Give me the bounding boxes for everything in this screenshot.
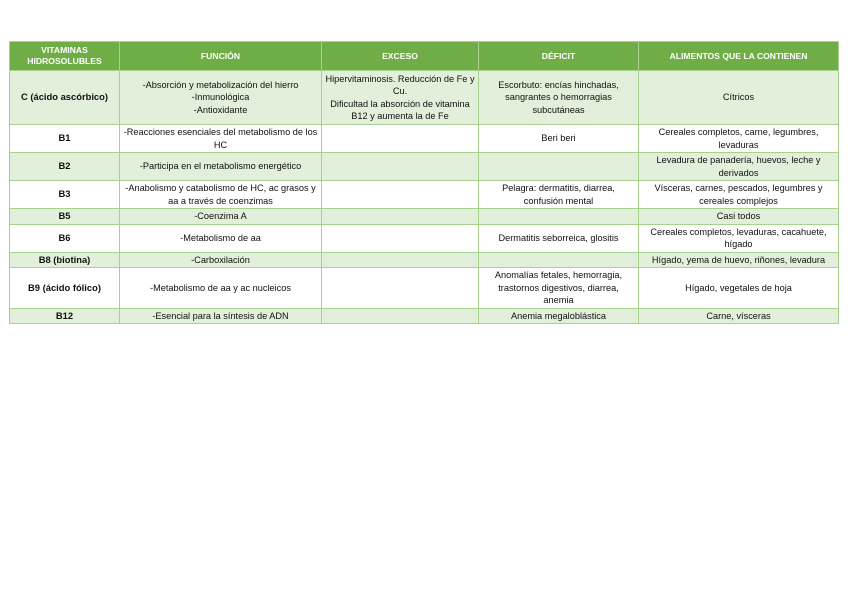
cell-alimentos: Cereales completos, carne, legumbres, levaduras <box>639 125 839 153</box>
table-row <box>10 268 839 309</box>
header-deficit: DÉFICIT <box>479 42 639 71</box>
cell-exceso <box>322 268 479 309</box>
cell-funcion: -Reacciones esenciales del metabolismo de los HC <box>120 125 322 153</box>
cell-alimentos: Hígado, yema de huevo, riñones, levadura <box>639 252 839 268</box>
cell-vitamina: B2 <box>10 153 120 181</box>
cell-exceso <box>322 125 479 153</box>
table-row <box>10 181 839 209</box>
header-funcion: FUNCIÓN <box>120 42 322 71</box>
cell-alimentos: Casi todos <box>639 209 839 225</box>
header-alimentos: ALIMENTOS QUE LA CONTIENEN <box>639 42 839 71</box>
cell-exceso <box>322 153 479 181</box>
cell-deficit: Escorbuto: encías hinchadas, sangrantes o hemorragias subcutáneas <box>479 71 639 125</box>
cell-alimentos: Levadura de panadería, huevos, leche y derivados <box>639 153 839 181</box>
cell-vitamina: C (ácido ascórbico) <box>10 71 120 125</box>
cell-deficit: Anomalías fetales, hemorragia, trastornos digestivos, diarrea, anemia <box>479 268 639 309</box>
cell-funcion: -Absorción y metabolización del hierro -Inmunológica -Antioxidante <box>120 71 322 125</box>
table-row <box>10 224 839 252</box>
cell-exceso <box>322 224 479 252</box>
vitamins-table <box>9 41 839 324</box>
cell-alimentos: Hígado, vegetales de hoja <box>639 268 839 309</box>
cell-exceso: Hipervitaminosis. Reducción de Fe y Cu. Dificultad la absorción de vitamina B12 y aumenta la de Fe <box>322 71 479 125</box>
cell-exceso <box>322 209 479 225</box>
cell-funcion: -Esencial para la síntesis de ADN <box>120 308 322 324</box>
cell-funcion: -Anabolismo y catabolismo de HC, ac grasos y aa a través de coenzimas <box>120 181 322 209</box>
table-row <box>10 308 839 324</box>
cell-alimentos: Vísceras, carnes, pescados, legumbres y cereales complejos <box>639 181 839 209</box>
cell-funcion: -Carboxilación <box>120 252 322 268</box>
cell-deficit: Beri beri <box>479 125 639 153</box>
cell-alimentos: Carne, vísceras <box>639 308 839 324</box>
cell-funcion: -Metabolismo de aa y ac nucleicos <box>120 268 322 309</box>
cell-funcion: -Coenzima A <box>120 209 322 225</box>
cell-vitamina: B5 <box>10 209 120 225</box>
cell-alimentos: Cítricos <box>639 71 839 125</box>
cell-exceso <box>322 252 479 268</box>
cell-vitamina: B9 (ácido fólico) <box>10 268 120 309</box>
table-row <box>10 153 839 181</box>
cell-vitamina: B8 (biotina) <box>10 252 120 268</box>
table-row <box>10 71 839 125</box>
table-header-row <box>10 42 839 71</box>
table-row <box>10 252 839 268</box>
cell-exceso <box>322 181 479 209</box>
cell-vitamina: B6 <box>10 224 120 252</box>
cell-deficit: Anemia megaloblástica <box>479 308 639 324</box>
table-row <box>10 209 839 225</box>
cell-vitamina: B3 <box>10 181 120 209</box>
cell-funcion: -Participa en el metabolismo energético <box>120 153 322 181</box>
cell-funcion: -Metabolismo de aa <box>120 224 322 252</box>
table-row <box>10 125 839 153</box>
cell-vitamina: B12 <box>10 308 120 324</box>
cell-deficit <box>479 153 639 181</box>
header-vitaminas: VITAMINAS HIDROSOLUBLES <box>10 42 120 71</box>
cell-deficit <box>479 252 639 268</box>
cell-deficit: Dermatitis seborreica, glositis <box>479 224 639 252</box>
cell-deficit: Pelagra: dermatitis, diarrea, confusión mental <box>479 181 639 209</box>
cell-deficit <box>479 209 639 225</box>
cell-vitamina: B1 <box>10 125 120 153</box>
cell-exceso <box>322 308 479 324</box>
cell-alimentos: Cereales completos, levaduras, cacahuete, hígado <box>639 224 839 252</box>
header-exceso: EXCESO <box>322 42 479 71</box>
